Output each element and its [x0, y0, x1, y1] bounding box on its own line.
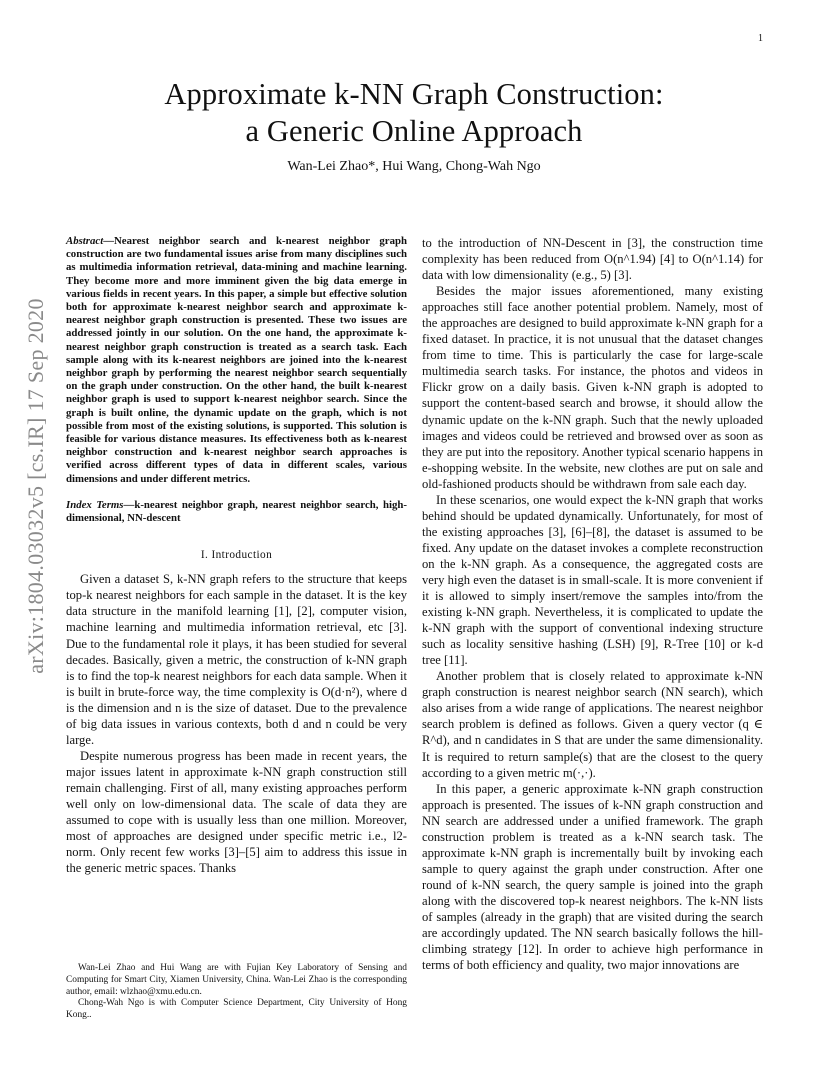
abstract-label: Abstract — [66, 235, 104, 247]
footnote: Chong-Wah Ngo is with Computer Science Department, City University of Hong Kong.. — [66, 998, 407, 1021]
index-terms-text: —k-nearest neighbor graph, nearest neighbor search, high-dimensional, NN-descent — [66, 498, 407, 525]
footnote: Wan-Lei Zhao and Hui Wang are with Fujian Key Laboratory of Sensing and Computing for Smart City, Xiamen University, China. Wan-Lei Zhao is the corresponding author, email: wlzhao@xmu.edu.cn. — [66, 963, 407, 997]
index-terms — [66, 499, 407, 525]
body-paragraph: Another problem that is closely related to approximate k-NN graph construction is nearest neighbor search (NN search), which also arises from a wide range of applications. The nearest neighbor search problem is defined as follows. Given a query vector (q ∈ R^d), and n candidates in S that are under the same dimensionality. It is required to return sample(s) that are the closest to the query according to a given metric m(·,·). — [422, 669, 763, 780]
footnotes — [66, 963, 407, 1022]
title-line-2: a Generic Online Approach — [245, 114, 583, 148]
body-paragraph: In this paper, a generic approximate k-NN graph construction approach is presented. The issues of k-NN graph construction and NN search are addressed under a unified framework. The graph construction problem is treated as a k-NN search task. The approximate k-NN graph is incrementally built by invoking each sample to query against the graph under construction. After one round of k-NN search, the query sample is joined into the graph along with the discovered top-k nearest neighbors. The k-NN lists of samples (already in the graph) that are visited during the search are accordingly updated. The NN search basically follows the hill-climbing strategy [12]. In order to achieve high performance in terms of both efficiency and quality, two major innovations are — [422, 781, 763, 973]
body-paragraph: Given a dataset S, k-NN graph refers to the structure that keeps top-k nearest neighbors for each sample in the dataset. It is the key data structure in the manifold learning [1], [2], computer vision, machine learning and multimedia information retrieval, etc [3]. Due to the fundamental role it plays, it has been studied for several decades. Basically, given a metric, the construction of k-NN graph is to find the top-k nearest neighbors for each data sample. When it is built in brute-force way, the time complexity is O(d·n²), where d is the dimension and n is the size of dataset. Due to the prevalence of big data issues in various contexts, both d and n could be very large. — [66, 572, 407, 747]
author-list: Wan-Lei Zhao*, Hui Wang, Chong-Wah Ngo — [287, 159, 541, 174]
body-paragraph: Despite numerous progress has been made in recent years, the major issues latent in approximate k-NN graph construction still remain challenging. First of all, many existing approaches perform well only on low-dimensional data. The scale of data they are assumed to cope with is usually less than one million. Moreover, most of approaches are designed under specific metric i.e., l2-norm. Only recent few works [3]–[5] aim to address this issue in the generic metric spaces. Thanks — [66, 748, 407, 876]
body-paragraph: to the introduction of NN-Descent in [3], the construction time complexity has been reduced from O(n^1.94) [4] to O(n^1.14) for data with low dimensionality (e.g., 5) [3]. — [422, 236, 763, 283]
right-column — [422, 235, 763, 973]
index-terms-label: Index Terms — [66, 498, 124, 511]
body-paragraph: In these scenarios, one would expect the k-NN graph that works behind should be updated dynamically. Unfortunately, for most of the existing approaches [3], [6]–[8], the dataset is assumed to be fixed. Any update on the dataset invokes a complete reconstruction on the k-NN graph. As a consequence, the aggregated costs are very high even the dataset is in small-scale. It is more convenient if it is allowed to simply insert/remove the samples into/from the existing k-NN graph. Nevertheless, it is complicated to update the k-NN graph with the support of conventional indexing structure such as locality sensitive hashing (LSH) [9], R-Tree [10] or k-d tree [11]. — [422, 492, 763, 668]
paper-title — [0, 76, 828, 150]
left-column — [66, 235, 407, 876]
body-paragraph: Besides the major issues aforementioned, many existing approaches still face another potential problem. Namely, most of the approaches are designed to build approximate k-NN graph for a fixed dataset. In practice, it is not unusual that the dataset changes from time to time. This is particularly the case for large-scale multimedia search tasks. For instance, the photos and videos in Flickr grow on a daily basis. Given k-NN graph is adopted to support the content-based search and browse, it should allow the dynamic update on the k-NN graph. Such that the newly uploaded images and videos could be retrieved and browsed over as soon as they are put into the repository. Another typical scenario happens in e-shopping website. In the website, new clothes are put on sale and old-fashioned products should be withdrawn from sale each day. — [422, 284, 763, 491]
arxiv-stamp-text: arXiv:1804.03032v5 [cs.IR] 17 Sep 2020 — [23, 298, 48, 674]
arxiv-stamp — [18, 296, 54, 676]
section-heading: I. Introduction — [200, 549, 273, 562]
title-line-1: Approximate k-NN Graph Construction: — [164, 77, 664, 111]
abstract-text: —Nearest neighbor search and k-nearest neighbor graph construction are two fundamental issues arise from many disciplines such as multimedia information retrieval, data-mining and machine learning. They become more and more imminent given the big data emerge in various fields in recent years. In this paper, a simple but effective solution both for approximate k-nearest neighbor search and approximate k-nearest neighbor graph construction is presented. These two issues are addressed jointly in our solution. On the one hand, the approximate k-nearest neighbor graph construction is treated as a search task. Each sample along with its k-nearest neighbors are joined into the k-nearest neighbor graph by performing the nearest neighbor search sequentially on the graph under construction. On the other hand, the built k-nearest neighbor graph is used to support k-nearest neighbor search. Since the graph is built online, the dynamic update on the graph, which is not possible from most of the existing solutions, is supported. This solution is feasible for various distance measures. Its effectiveness both as k-nearest neighbor construction and k-nearest neighbor search approaches is verified across different types of data in different scales, various dimensions and under different metrics. — [66, 235, 407, 485]
abstract — [66, 235, 407, 486]
page-number: 1 — [758, 33, 763, 44]
